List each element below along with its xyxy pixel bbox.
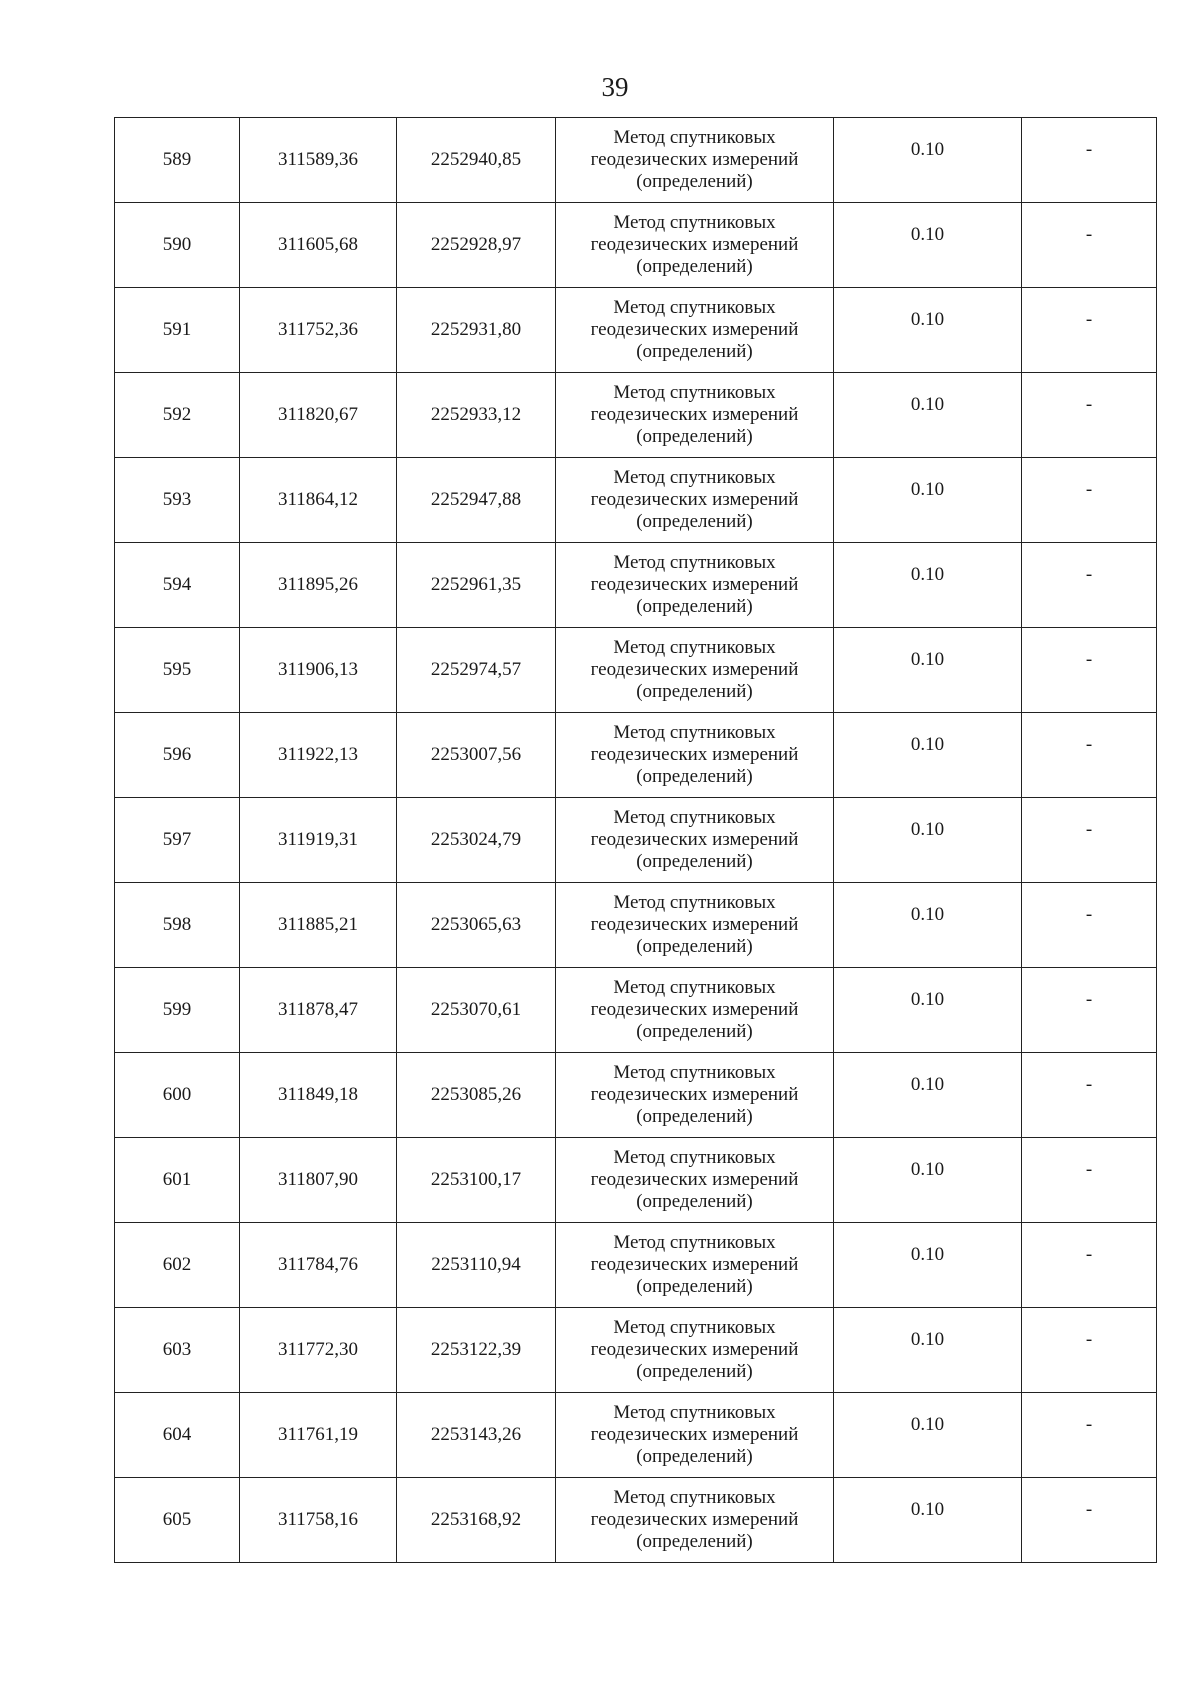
accuracy-value: 0.10 <box>910 1499 945 1520</box>
accuracy-cell <box>834 883 1022 968</box>
method-line: (определений) <box>636 851 753 872</box>
accuracy-cell <box>834 713 1022 798</box>
x-coordinate-cell: 311906,13 <box>240 628 397 713</box>
accuracy-cell <box>834 373 1022 458</box>
method-line: Метод спутниковых <box>613 1232 776 1253</box>
point-number-cell: 599 <box>115 968 240 1053</box>
table-row <box>115 798 1157 883</box>
point-number-cell: 603 <box>115 1308 240 1393</box>
extra-cell <box>1022 968 1157 1053</box>
method-line: (определений) <box>636 681 753 702</box>
extra-cell <box>1022 118 1157 203</box>
method-cell <box>556 798 834 883</box>
point-number-cell: 589 <box>115 118 240 203</box>
y-coordinate-cell: 2253168,92 <box>397 1478 556 1563</box>
method-cell <box>556 1393 834 1478</box>
table-row <box>115 713 1157 798</box>
accuracy-value: 0.10 <box>910 1159 945 1180</box>
point-number-cell: 590 <box>115 203 240 288</box>
extra-cell <box>1022 543 1157 628</box>
extra-cell <box>1022 458 1157 543</box>
point-number-cell: 591 <box>115 288 240 373</box>
method-line: Метод спутниковых <box>613 1062 776 1083</box>
method-line: (определений) <box>636 1446 753 1467</box>
method-line: (определений) <box>636 936 753 957</box>
extra-cell <box>1022 1138 1157 1223</box>
x-coordinate-cell: 311772,30 <box>240 1308 397 1393</box>
method-cell <box>556 1308 834 1393</box>
accuracy-value: 0.10 <box>910 139 945 160</box>
y-coordinate-cell: 2252940,85 <box>397 118 556 203</box>
method-line: (определений) <box>636 426 753 447</box>
y-coordinate-cell: 2252947,88 <box>397 458 556 543</box>
accuracy-cell <box>834 1478 1022 1563</box>
y-coordinate-cell: 2252928,97 <box>397 203 556 288</box>
x-coordinate-cell: 311820,67 <box>240 373 397 458</box>
point-number-cell: 597 <box>115 798 240 883</box>
accuracy-value: 0.10 <box>910 1244 945 1265</box>
extra-cell <box>1022 203 1157 288</box>
method-cell <box>556 968 834 1053</box>
extra-value: - <box>1085 904 1093 925</box>
method-line: геодезических измерений <box>590 914 799 935</box>
extra-value: - <box>1085 139 1093 160</box>
method-line: геодезических измерений <box>590 149 799 170</box>
y-coordinate-cell: 2252961,35 <box>397 543 556 628</box>
accuracy-value: 0.10 <box>910 1414 945 1435</box>
accuracy-cell <box>834 1223 1022 1308</box>
point-number-cell: 596 <box>115 713 240 798</box>
table-row <box>115 203 1157 288</box>
method-line: геодезических измерений <box>590 489 799 510</box>
accuracy-cell <box>834 543 1022 628</box>
table-row <box>115 1053 1157 1138</box>
x-coordinate-cell: 311922,13 <box>240 713 397 798</box>
accuracy-value: 0.10 <box>910 1074 945 1095</box>
table-row <box>115 1308 1157 1393</box>
method-line: геодезических измерений <box>590 1509 799 1530</box>
method-line: (определений) <box>636 1021 753 1042</box>
y-coordinate-cell: 2253143,26 <box>397 1393 556 1478</box>
method-cell <box>556 1053 834 1138</box>
extra-value: - <box>1085 1244 1093 1265</box>
extra-value: - <box>1085 224 1093 245</box>
coordinates-table <box>114 117 1157 1563</box>
extra-value: - <box>1085 1074 1093 1095</box>
extra-value: - <box>1085 479 1093 500</box>
method-line: геодезических измерений <box>590 829 799 850</box>
x-coordinate-cell: 311878,47 <box>240 968 397 1053</box>
method-line: Метод спутниковых <box>613 382 776 403</box>
y-coordinate-cell: 2252931,80 <box>397 288 556 373</box>
method-line: (определений) <box>636 1531 753 1552</box>
accuracy-value: 0.10 <box>910 989 945 1010</box>
method-line: (определений) <box>636 1106 753 1127</box>
method-line: Метод спутниковых <box>613 1147 776 1168</box>
x-coordinate-cell: 311885,21 <box>240 883 397 968</box>
point-number-cell: 602 <box>115 1223 240 1308</box>
accuracy-value: 0.10 <box>910 904 945 925</box>
extra-value: - <box>1085 1414 1093 1435</box>
point-number-cell: 600 <box>115 1053 240 1138</box>
table-row <box>115 1138 1157 1223</box>
method-cell <box>556 1138 834 1223</box>
extra-cell <box>1022 373 1157 458</box>
extra-cell <box>1022 1393 1157 1478</box>
accuracy-value: 0.10 <box>910 564 945 585</box>
extra-cell <box>1022 1053 1157 1138</box>
point-number-cell: 605 <box>115 1478 240 1563</box>
method-line: Метод спутниковых <box>613 977 776 998</box>
method-line: Метод спутниковых <box>613 467 776 488</box>
method-line: Метод спутниковых <box>613 552 776 573</box>
extra-value: - <box>1085 819 1093 840</box>
table-row <box>115 543 1157 628</box>
extra-cell <box>1022 628 1157 713</box>
method-line: Метод спутниковых <box>613 637 776 658</box>
extra-value: - <box>1085 1159 1093 1180</box>
table-row <box>115 968 1157 1053</box>
table-row <box>115 373 1157 458</box>
method-line: (определений) <box>636 256 753 277</box>
y-coordinate-cell: 2253100,17 <box>397 1138 556 1223</box>
accuracy-cell <box>834 1138 1022 1223</box>
accuracy-value: 0.10 <box>910 309 945 330</box>
method-cell <box>556 203 834 288</box>
method-line: Метод спутниковых <box>613 297 776 318</box>
accuracy-value: 0.10 <box>910 394 945 415</box>
method-line: геодезических измерений <box>590 1169 799 1190</box>
extra-cell <box>1022 288 1157 373</box>
extra-cell <box>1022 798 1157 883</box>
table-row <box>115 458 1157 543</box>
accuracy-cell <box>834 288 1022 373</box>
method-cell <box>556 458 834 543</box>
x-coordinate-cell: 311605,68 <box>240 203 397 288</box>
table-row <box>115 1223 1157 1308</box>
accuracy-cell <box>834 628 1022 713</box>
method-line: Метод спутниковых <box>613 722 776 743</box>
accuracy-value: 0.10 <box>910 734 945 755</box>
method-line: геодезических измерений <box>590 1339 799 1360</box>
extra-value: - <box>1085 989 1093 1010</box>
method-line: геодезических измерений <box>590 404 799 425</box>
method-cell <box>556 543 834 628</box>
method-line: Метод спутниковых <box>613 1487 776 1508</box>
method-cell <box>556 713 834 798</box>
method-line: Метод спутниковых <box>613 807 776 828</box>
extra-cell <box>1022 1223 1157 1308</box>
extra-value: - <box>1085 1329 1093 1350</box>
method-cell <box>556 118 834 203</box>
method-line: геодезических измерений <box>590 319 799 340</box>
x-coordinate-cell: 311761,19 <box>240 1393 397 1478</box>
x-coordinate-cell: 311895,26 <box>240 543 397 628</box>
method-line: Метод спутниковых <box>613 1317 776 1338</box>
point-number-cell: 604 <box>115 1393 240 1478</box>
extra-value: - <box>1085 394 1093 415</box>
table-row <box>115 628 1157 713</box>
method-cell <box>556 373 834 458</box>
table-row <box>115 118 1157 203</box>
method-line: (определений) <box>636 596 753 617</box>
method-line: Метод спутниковых <box>613 892 776 913</box>
y-coordinate-cell: 2253122,39 <box>397 1308 556 1393</box>
extra-cell <box>1022 1308 1157 1393</box>
x-coordinate-cell: 311919,31 <box>240 798 397 883</box>
extra-value: - <box>1085 649 1093 670</box>
method-line: геодезических измерений <box>590 1424 799 1445</box>
point-number-cell: 592 <box>115 373 240 458</box>
method-line: Метод спутниковых <box>613 212 776 233</box>
y-coordinate-cell: 2253065,63 <box>397 883 556 968</box>
method-cell <box>556 1478 834 1563</box>
method-line: геодезических измерений <box>590 574 799 595</box>
y-coordinate-cell: 2253070,61 <box>397 968 556 1053</box>
accuracy-value: 0.10 <box>910 649 945 670</box>
table-row <box>115 883 1157 968</box>
x-coordinate-cell: 311752,36 <box>240 288 397 373</box>
accuracy-cell <box>834 118 1022 203</box>
y-coordinate-cell: 2253085,26 <box>397 1053 556 1138</box>
extra-value: - <box>1085 1499 1093 1520</box>
x-coordinate-cell: 311849,18 <box>240 1053 397 1138</box>
table-row <box>115 1393 1157 1478</box>
point-number-cell: 595 <box>115 628 240 713</box>
y-coordinate-cell: 2253024,79 <box>397 798 556 883</box>
extra-value: - <box>1085 309 1093 330</box>
method-line: Метод спутниковых <box>613 127 776 148</box>
method-line: (определений) <box>636 171 753 192</box>
x-coordinate-cell: 311784,76 <box>240 1223 397 1308</box>
extra-value: - <box>1085 734 1093 755</box>
method-line: геодезических измерений <box>590 744 799 765</box>
accuracy-cell <box>834 968 1022 1053</box>
point-number-cell: 598 <box>115 883 240 968</box>
coordinates-table-body <box>115 118 1157 1563</box>
method-line: (определений) <box>636 341 753 362</box>
accuracy-cell <box>834 1393 1022 1478</box>
method-cell <box>556 883 834 968</box>
method-line: (определений) <box>636 766 753 787</box>
method-line: Метод спутниковых <box>613 1402 776 1423</box>
extra-value: - <box>1085 564 1093 585</box>
table-row <box>115 288 1157 373</box>
accuracy-cell <box>834 1053 1022 1138</box>
point-number-cell: 593 <box>115 458 240 543</box>
accuracy-value: 0.10 <box>910 819 945 840</box>
point-number-cell: 601 <box>115 1138 240 1223</box>
accuracy-value: 0.10 <box>910 224 945 245</box>
x-coordinate-cell: 311758,16 <box>240 1478 397 1563</box>
y-coordinate-cell: 2252974,57 <box>397 628 556 713</box>
accuracy-cell <box>834 1308 1022 1393</box>
method-line: (определений) <box>636 511 753 532</box>
method-line: (определений) <box>636 1276 753 1297</box>
method-cell <box>556 1223 834 1308</box>
x-coordinate-cell: 311589,36 <box>240 118 397 203</box>
x-coordinate-cell: 311807,90 <box>240 1138 397 1223</box>
accuracy-cell <box>834 458 1022 543</box>
accuracy-cell <box>834 798 1022 883</box>
accuracy-cell <box>834 203 1022 288</box>
method-cell <box>556 288 834 373</box>
extra-cell <box>1022 1478 1157 1563</box>
accuracy-value: 0.10 <box>910 1329 945 1350</box>
method-line: геодезических измерений <box>590 1084 799 1105</box>
method-line: геодезических измерений <box>590 999 799 1020</box>
page-number: 39 <box>601 72 629 102</box>
method-line: (определений) <box>636 1361 753 1382</box>
x-coordinate-cell: 311864,12 <box>240 458 397 543</box>
method-line: геодезических измерений <box>590 659 799 680</box>
method-line: геодезических измерений <box>590 1254 799 1275</box>
method-line: геодезических измерений <box>590 234 799 255</box>
y-coordinate-cell: 2253007,56 <box>397 713 556 798</box>
accuracy-value: 0.10 <box>910 479 945 500</box>
table-row <box>115 1478 1157 1563</box>
y-coordinate-cell: 2252933,12 <box>397 373 556 458</box>
method-line: (определений) <box>636 1191 753 1212</box>
extra-cell <box>1022 713 1157 798</box>
y-coordinate-cell: 2253110,94 <box>397 1223 556 1308</box>
point-number-cell: 594 <box>115 543 240 628</box>
extra-cell <box>1022 883 1157 968</box>
method-cell <box>556 628 834 713</box>
